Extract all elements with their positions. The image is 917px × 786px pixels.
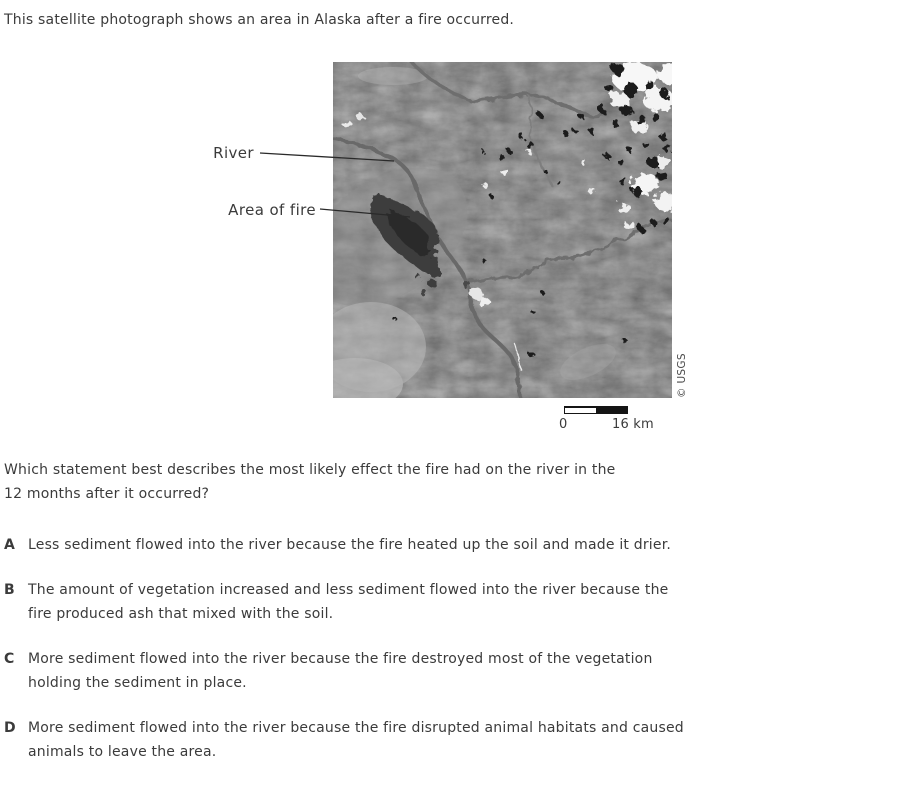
scale-bar: [564, 406, 628, 414]
option-text-line: animals to leave the area.: [28, 744, 217, 760]
scale-distance-label: 16 km: [612, 417, 654, 432]
scale-bar-black-segment: [596, 408, 627, 413]
fire-label: Area of fire: [228, 201, 316, 219]
option-d[interactable]: [4, 716, 909, 764]
option-text: [28, 647, 653, 695]
scale-zero-label: 0: [559, 417, 568, 432]
option-text-line: More sediment flowed into the river because the fire disrupted animal habitats and caused: [28, 720, 684, 736]
option-text-line: More sediment flowed into the river because the fire destroyed most of the vegetation: [28, 651, 653, 667]
option-letter: B: [4, 582, 15, 598]
option-text-line: holding the sediment in place.: [28, 675, 247, 691]
option-text: [28, 578, 668, 626]
intro-text: This satellite photograph shows an area in Alaska after a fire occurred.: [4, 12, 515, 28]
option-text-line: The amount of vegetation increased and less sediment flowed into the river because the: [28, 582, 669, 598]
question-text: [4, 458, 615, 506]
option-letter: D: [4, 720, 16, 736]
question-line: 12 months after it occurred?: [4, 486, 210, 502]
option-letter: A: [4, 537, 16, 553]
option-a[interactable]: [4, 533, 909, 557]
option-text: [28, 716, 684, 764]
usgs-credit: © USGS: [676, 353, 688, 398]
option-letter: C: [4, 651, 15, 667]
option-text-line: fire produced ash that mixed with the soil.: [28, 606, 334, 622]
option-c[interactable]: [4, 647, 909, 695]
option-b[interactable]: [4, 578, 909, 626]
answer-options: [4, 533, 909, 785]
question-line: Which statement best describes the most likely effect the fire had on the river in the: [4, 462, 616, 478]
option-text: [28, 533, 671, 557]
satellite-photo: [333, 62, 672, 398]
river-label: River: [213, 144, 254, 162]
option-text-line: Less sediment flowed into the river because the fire heated up the soil and made it drier.: [28, 537, 672, 553]
